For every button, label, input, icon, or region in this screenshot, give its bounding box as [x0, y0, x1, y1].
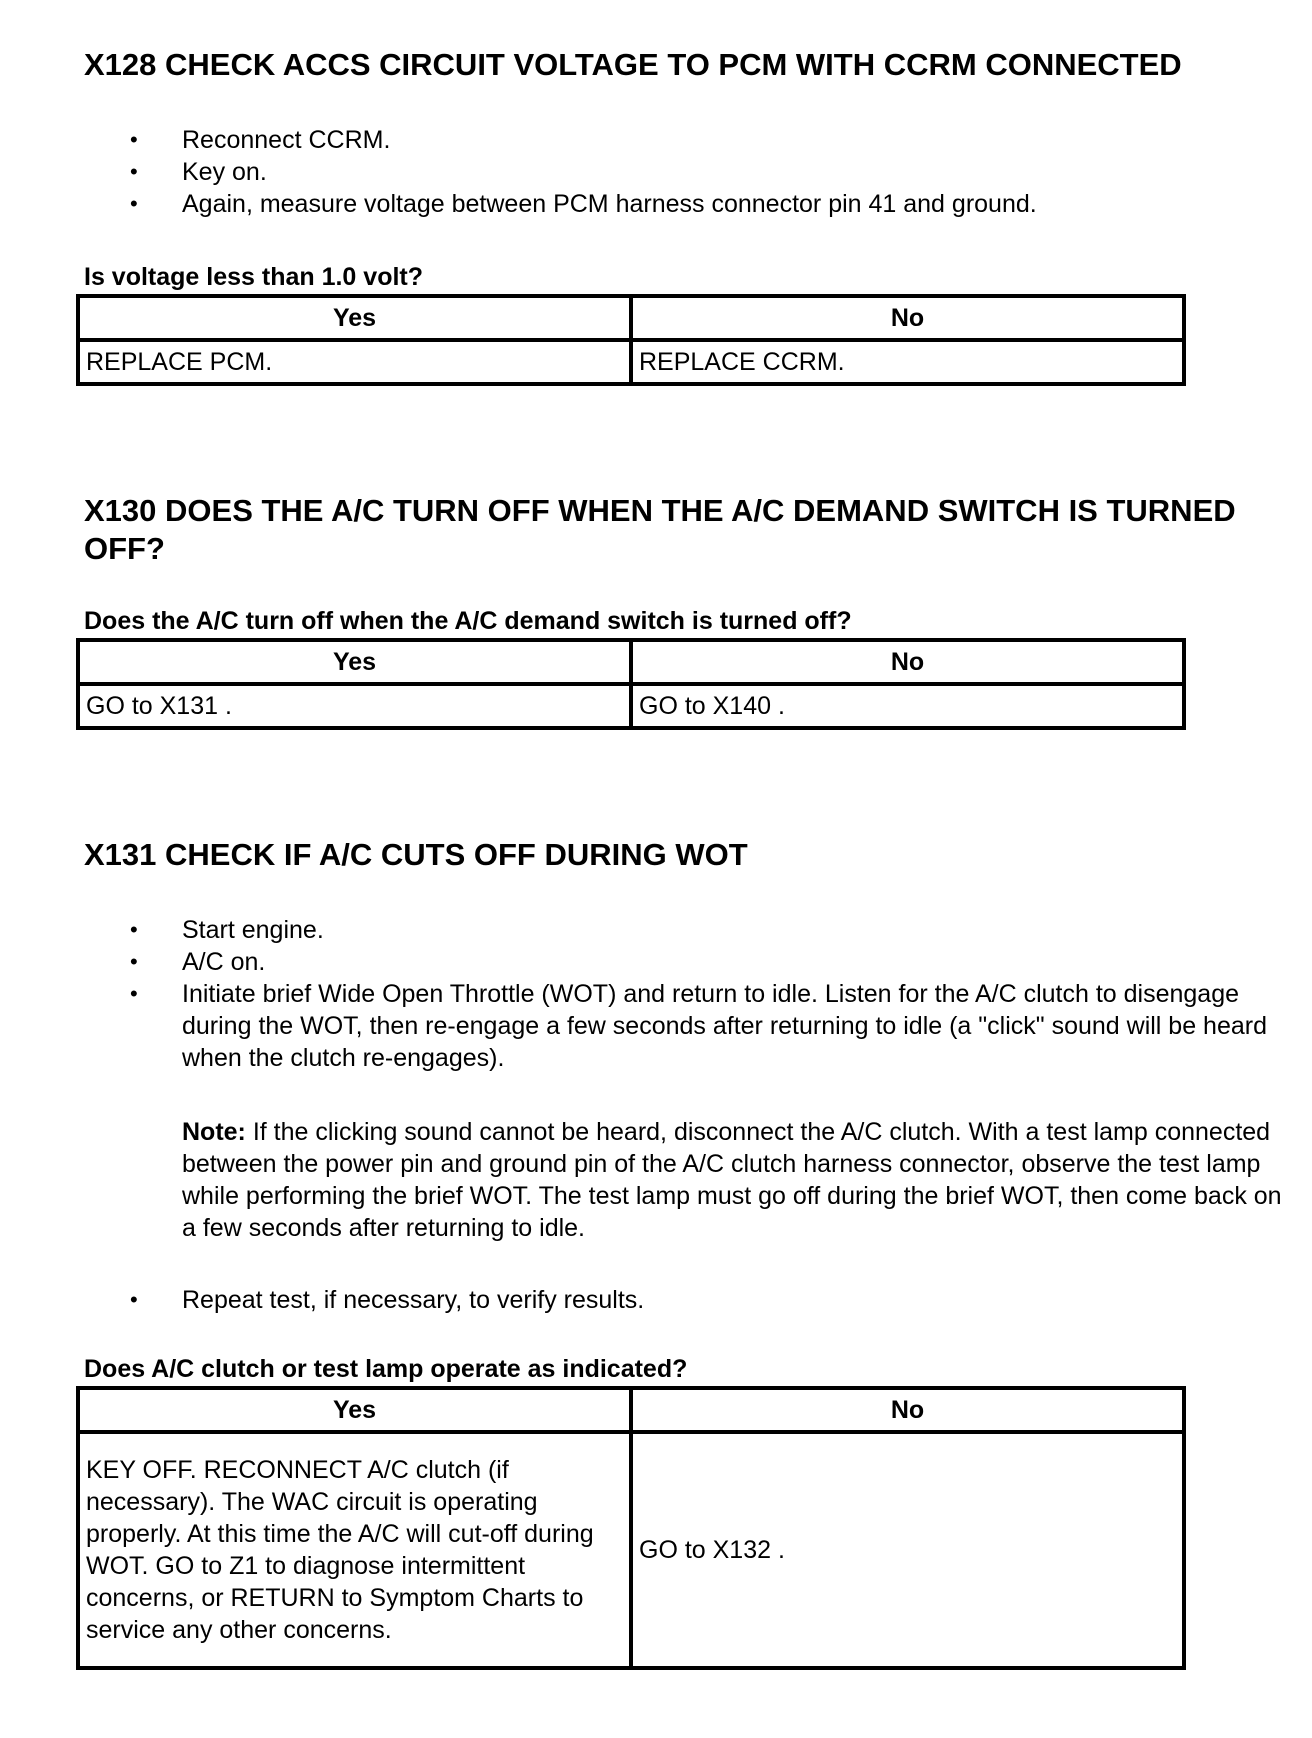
- table-header-row: [78, 296, 1184, 340]
- x131-note: [182, 1116, 1292, 1244]
- x131-result-table: [76, 1386, 1186, 1670]
- table-row: [78, 684, 1184, 728]
- yes-header: Yes: [78, 1388, 631, 1432]
- note-text: If the clicking sound cannot be heard, disconnect the A/C clutch. With a test lamp connected between the power pin and ground pin of the A/C clutch harness connector, observe the test lamp while performing the brief WOT. The test lamp must go off during the brief WOT, then come back on a few seconds after returning to idle.: [182, 1118, 1282, 1242]
- section-title-x130: X130 DOES THE A/C TURN OFF WHEN THE A/C DEMAND SWITCH IS TURNED OFF?: [84, 493, 1236, 566]
- note-label: Note:: [182, 1118, 246, 1146]
- list-item: • Start engine.: [130, 914, 1280, 946]
- no-header: No: [631, 640, 1184, 684]
- table-header-row: [78, 640, 1184, 684]
- x131-steps-list-continued: [130, 1284, 1280, 1316]
- no-action: REPLACE CCRM.: [631, 340, 1184, 384]
- no-header: No: [631, 1388, 1184, 1432]
- no-action: GO to X132 .: [631, 1432, 1184, 1668]
- x130-result-table: [76, 638, 1186, 730]
- section-title-x131: X131 CHECK IF A/C CUTS OFF DURING WOT: [84, 837, 748, 872]
- yes-header: Yes: [78, 640, 631, 684]
- list-item: • Initiate brief Wide Open Throttle (WOT) and return to idle. Listen for the A/C clutch to disengage during the WOT, then re-engage a few seconds after returning to idle (a "click" sound will be heard when the clutch re-engages).: [130, 978, 1280, 1074]
- list-item: • Key on.: [130, 156, 1280, 188]
- list-item: • Repeat test, if necessary, to verify results.: [130, 1284, 1280, 1316]
- list-item: • A/C on.: [130, 946, 1280, 978]
- list-item: • Again, measure voltage between PCM harness connector pin 41 and ground.: [130, 188, 1280, 220]
- x131-steps-list: [130, 914, 1280, 1074]
- no-header: No: [631, 296, 1184, 340]
- section-title-x128: X128 CHECK ACCS CIRCUIT VOLTAGE TO PCM WITH CCRM CONNECTED: [84, 47, 1182, 82]
- yes-action: REPLACE PCM.: [78, 340, 631, 384]
- x131-question: Does A/C clutch or test lamp operate as indicated?: [84, 1355, 688, 1383]
- table-header-row: [78, 1388, 1184, 1432]
- table-row: [78, 340, 1184, 384]
- yes-action: KEY OFF. RECONNECT A/C clutch (if necessary). The WAC circuit is operating properly. At this time the A/C will cut-off during WOT. GO to Z1 to diagnose intermittent concerns, or RETURN to Symptom Charts to service any other concerns.: [78, 1432, 631, 1668]
- yes-header: Yes: [78, 296, 631, 340]
- no-action: GO to X140 .: [631, 684, 1184, 728]
- table-row: [78, 1432, 1184, 1668]
- yes-action: GO to X131 .: [78, 684, 631, 728]
- x128-result-table: [76, 294, 1186, 386]
- x130-question: Does the A/C turn off when the A/C demand switch is turned off?: [84, 607, 852, 635]
- list-item: • Reconnect CCRM.: [130, 124, 1280, 156]
- x128-steps-list: [130, 124, 1280, 220]
- x128-question: Is voltage less than 1.0 volt?: [84, 263, 424, 291]
